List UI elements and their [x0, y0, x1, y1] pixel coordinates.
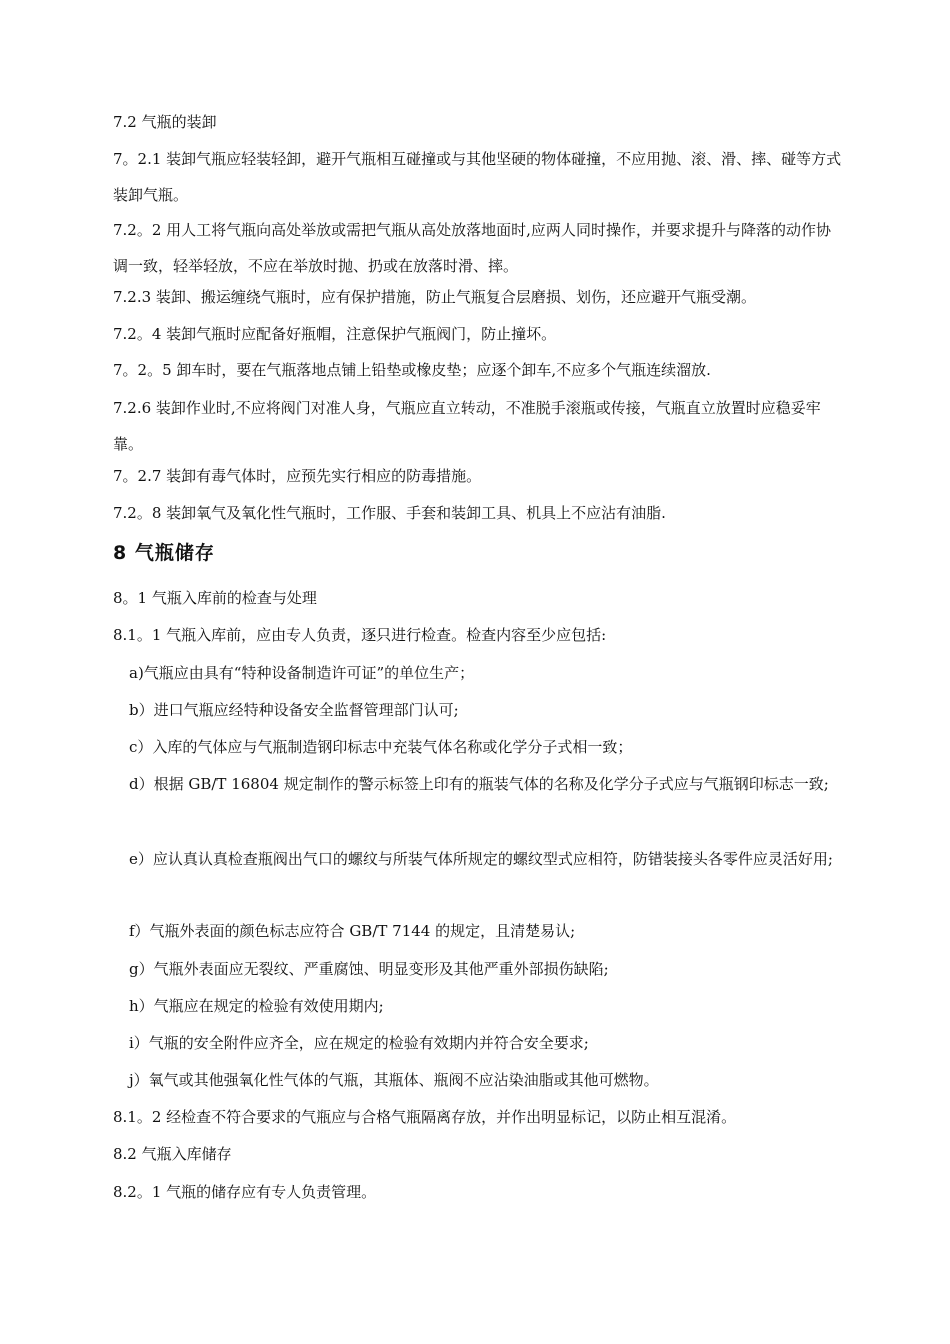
- section-8-heading: 8 气瓶储存: [113, 542, 215, 564]
- list-item-e: e）应认真认真检查瓶阀出气口的螺纹与所装气体所规定的螺纹型式应相符，防错装接头各零件应灵活好用;: [129, 850, 833, 868]
- list-item-c: c）入库的气体应与气瓶制造钢印标志中充装气体名称或化学分子式相一致；: [129, 738, 633, 756]
- paragraph-7-2-5: 7。2。5 卸车时，要在气瓶落地点铺上铅垫或橡皮垫；应逐个卸车,不应多个气瓶连续溜放.: [113, 361, 711, 379]
- paragraph-7-2-4: 7.2。4 装卸气瓶时应配备好瓶帽，注意保护气瓶阀门，防止撞坏。: [113, 325, 557, 343]
- paragraph-7-2-3: 7.2.3 装卸、搬运缠绕气瓶时，应有保护措施，防止气瓶复合层磨损、划伤，还应避开气瓶受潮。: [113, 288, 756, 306]
- list-item-j: j）氧气或其他强氧化性气体的气瓶，其瓶体、瓶阀不应沾染油脂或其他可燃物。: [129, 1071, 659, 1089]
- paragraph-8-1-2: 8.1。2 经检查不符合要求的气瓶应与合格气瓶隔离存放，并作出明显标记，以防止相互混淆。: [113, 1108, 737, 1126]
- list-item-b: b）进口气瓶应经特种设备安全监督管理部门认可;: [129, 701, 459, 719]
- list-item-a: a)气瓶应由具有“特种设备制造许可证”的单位生产；: [129, 664, 475, 682]
- list-item-i: i）气瓶的安全附件应齐全，应在规定的检验有效期内并符合安全要求;: [129, 1034, 589, 1052]
- list-item-g: g）气瓶外表面应无裂纹、严重腐蚀、明显变形及其他严重外部损伤缺陷;: [129, 960, 609, 978]
- paragraph-7-2-8: 7.2。8 装卸氧气及氧化性气瓶时，工作服、手套和装卸工具、机具上不应沾有油脂.: [113, 504, 666, 522]
- paragraph-7-2-6: 7.2.6 装卸作业时,不应将阀门对准人身，气瓶应直立转动，不准脱手滚瓶或传接，气瓶直立放置时应稳妥牢靠。: [113, 399, 821, 453]
- paragraph-7-2-2: 7.2。2 用人工将气瓶向高处举放或需把气瓶从高处放落地面时,应两人同时操作，并要求提升与降落的动作协调一致，轻举轻放，不应在举放时抛、扔或在放落时滑、摔。: [113, 221, 831, 275]
- section-8-1-title: 8。1 气瓶入库前的检查与处理: [113, 589, 317, 607]
- section-7-2-title: 7.2 气瓶的装卸: [113, 113, 217, 131]
- list-item-f: f）气瓶外表面的颜色标志应符合 GB/T 7144 的规定，且清楚易认;: [129, 922, 576, 940]
- paragraph-8-1-1: 8.1。1 气瓶入库前，应由专人负责，逐只进行检查。检查内容至少应包括:: [113, 626, 607, 644]
- paragraph-7-2-7: 7。2.7 装卸有毒气体时，应预先实行相应的防毒措施。: [113, 467, 482, 485]
- section-8-2-title: 8.2 气瓶入库储存: [113, 1145, 232, 1163]
- paragraph-7-2-1: 7。2.1 装卸气瓶应轻装轻卸，避开气瓶相互碰撞或与其他坚硬的物体碰撞，不应用抛、滚、滑、摔、碰等方式装卸气瓶。: [113, 150, 842, 204]
- paragraph-8-2-1: 8.2。1 气瓶的储存应有专人负责管理。: [113, 1183, 377, 1201]
- list-item-d: d）根据 GB/T 16804 规定制作的警示标签上印有的瓶装气体的名称及化学分子式应与气瓶钢印标志一致;: [129, 775, 829, 793]
- list-item-h: h）气瓶应在规定的检验有效使用期内;: [129, 997, 384, 1015]
